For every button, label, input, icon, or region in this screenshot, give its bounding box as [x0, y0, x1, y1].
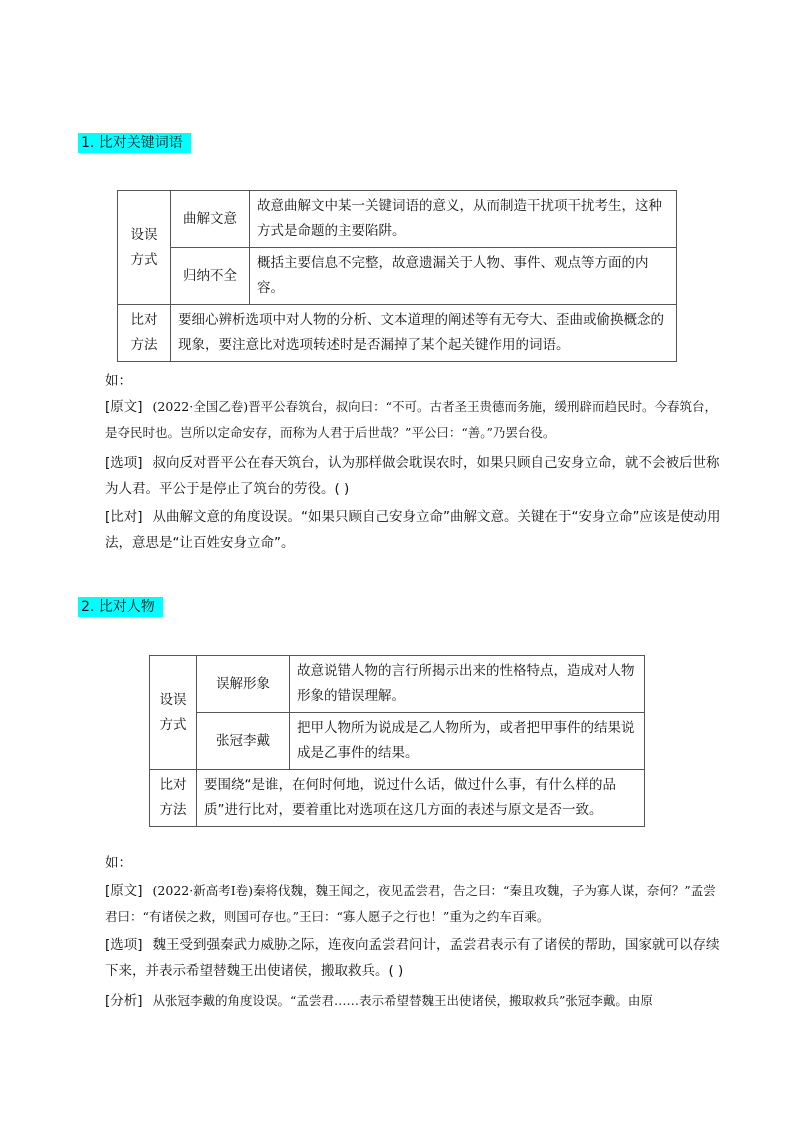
method-label: 比对方法	[150, 770, 197, 827]
mode-name: 误解形象	[197, 656, 290, 713]
compare-tag: [比对]	[105, 509, 143, 525]
comparison-table-1	[117, 190, 677, 362]
compare-text: 从曲解文意的角度设误。“如果只顾自己安身立命”曲解文意。关键在于“安身立命”应该是使动用法，意思是“让百姓安身立命”。	[105, 509, 721, 551]
source-tag: [原文]	[105, 883, 143, 899]
mode-desc: 概括主要信息不完整，故意遗漏关于人物、事件、观点等方面的内容。	[250, 248, 677, 305]
mode-desc: 故意说错人物的言行所揭示出来的性格特点，造成对人物形象的错误理解。	[290, 656, 645, 713]
example-option	[105, 932, 725, 984]
method-desc: 要细心辨析选项中对人物的分析、文本道理的阐述等有无夸大、歪曲或偷换概念的现象，要注意比对选项转述时是否漏掉了某个起关键作用的词语。	[171, 305, 677, 362]
mode-name: 曲解文意	[171, 191, 250, 248]
source-tag: [原文]	[105, 399, 143, 415]
example-analysis	[105, 988, 725, 1014]
example-option	[105, 450, 725, 502]
mode-label: 设误方式	[118, 191, 171, 305]
mode-desc: 把甲人物所为说成是乙人物所为，或者把甲事件的结果说成是乙事件的结果。	[290, 713, 645, 770]
mode-desc: 故意曲解文中某一关键词语的意义，从而制造干扰项干扰考生，这种方式是命题的主要陷阱。	[250, 191, 677, 248]
method-desc: 要围绕“是谁，在何时何地，说过什么话，做过什么事，有什么样的品质”进行比对，要着重比对选项在这几方面的表述与原文是否一致。	[197, 770, 645, 827]
example-compare	[105, 504, 725, 556]
mode-label: 设误方式	[150, 656, 197, 770]
mode-name: 归纳不全	[171, 248, 250, 305]
source-text: (2022·新高考Ⅰ卷)秦将伐魏，魏王闻之，夜见孟尝君，告之曰：“秦且攻魏，子为寡人谋，奈何？”孟尝君曰：“有诸侯之救，则国可存也。”王曰：“寡人愿子之行也！”重为之约车百乘。	[105, 883, 716, 924]
option-tag: [选项]	[105, 455, 143, 471]
option-tag: [选项]	[105, 937, 143, 953]
option-text: 叔向反对晋平公在春天筑台，认为那样做会耽误农时，如果只顾自己安身立命，就不会被后世称为人君。平公于是停止了筑台的劳役。( )	[105, 455, 720, 497]
comparison-table-2	[149, 655, 645, 827]
example-source	[105, 394, 725, 446]
example-intro: 如：	[105, 855, 132, 871]
example-intro: 如：	[105, 373, 132, 389]
mode-name: 张冠李戴	[197, 713, 290, 770]
section-2-heading: 2. 比对人物	[78, 597, 163, 617]
option-text: 魏王受到强秦武力威胁之际，连夜向孟尝君问计，孟尝君表示有了诸侯的帮助，国家就可以存续下来，并表示希望替魏王出使诸侯，搬取救兵。( )	[105, 937, 720, 979]
analysis-tag: [分析]	[105, 993, 143, 1009]
source-text: (2022·全国乙卷)晋平公春筑台，叔向曰：“不可。古者圣王贵德而务施，缓刑辟而趋民时。今春筑台，是夺民时也。岂所以定命安存，而称为人君于后世哉？”平公曰：“善。”乃罢台役。	[105, 399, 717, 440]
analysis-text: 从张冠李戴的角度设误。“孟尝君……表示希望替魏王出使诸侯，搬取救兵”张冠李戴。由原	[152, 993, 653, 1008]
method-label: 比对方法	[118, 305, 171, 362]
example-source	[105, 878, 725, 930]
section-1-heading: 1. 比对关键词语	[78, 133, 191, 153]
